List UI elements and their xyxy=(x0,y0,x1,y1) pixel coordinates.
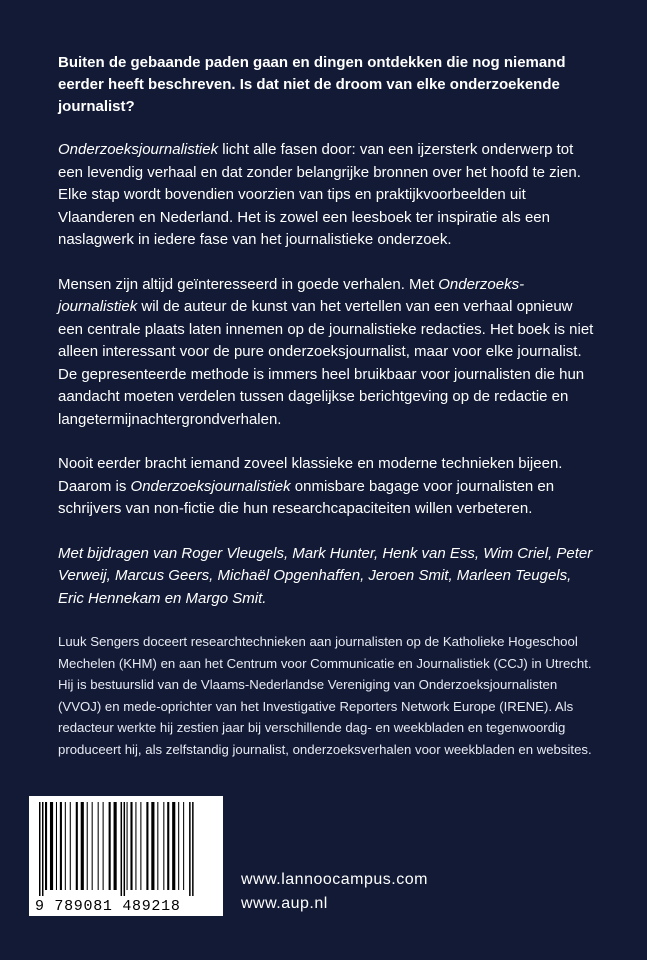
isbn-barcode xyxy=(29,796,223,916)
barcode-bar xyxy=(87,802,88,890)
publisher-link-aup[interactable]: www.aup.nl xyxy=(241,895,328,912)
publisher-links xyxy=(241,868,428,916)
barcode-bar xyxy=(103,802,104,890)
barcode-bar xyxy=(81,802,84,890)
description-paragraph-1 xyxy=(58,139,598,252)
barcode-bar xyxy=(56,802,57,890)
barcode-bar xyxy=(135,802,136,890)
description-paragraph-3 xyxy=(58,453,598,521)
barcode-bar xyxy=(42,802,44,896)
barcode-bar xyxy=(146,802,148,890)
barcode-bar xyxy=(98,802,99,890)
intro-paragraph: Buiten de gebaande paden gaan en dingen ontdekken die nog niemand eerder heeft beschreven. Is dat niet de droom van elke onderzoekende journalist? xyxy=(58,54,566,115)
barcode-bar xyxy=(60,802,62,890)
book-title-italic: Onderzoeksjournalistiek xyxy=(58,141,219,158)
barcode-bar xyxy=(92,802,93,890)
author-bio: Luuk Sengers doceert researchtechnieken aan journalisten op de Katholieke Hogeschool Mechelen (KHM) en aan het Centrum voor Communicatie en Journalistiek (CCJ) in Utrecht. Hij is bestuurslid van de Vlaams-Nederlandse Vereniging van Onderzoeksjournalisten (VVOJ) en mede-oprichter van het Investigative Reporters Network Europe (IRENE). Als redacteur werkte hij zestien jaar bij verschillende dag- en weekbladen en tegenwoordig produceert hij, als zelfstandig journalist, onderzoeksverhalen voor weekbladen en websites. xyxy=(58,634,592,757)
barcode-bar xyxy=(189,802,191,896)
back-cover-text xyxy=(58,52,598,760)
barcode-bar xyxy=(65,802,66,890)
barcode-bar xyxy=(172,802,175,890)
description-text: Nooit eerder bracht iemand zoveel klassieke en moderne technieken bijeen. Daarom is xyxy=(58,455,563,495)
barcode-bar xyxy=(127,802,128,890)
description-paragraph-2 xyxy=(58,274,598,432)
barcode-bars xyxy=(35,802,217,896)
description-text: licht alle fasen door: van een ijzersterk onderwerp tot een levendig verhaal en dat zonder belangrijke bronnen over het hoofd te zien. Elke stap wordt bovendien voorzien van tips en praktijkvoorbeelden uit Vlaanderen en Nederland. Het is zowel een leesboek ter inspiratie als een naslagwerk in iedere fase van het journalistieke onderzoek. xyxy=(58,141,581,248)
contributors-paragraph: Met bijdragen van Roger Vleugels, Mark Hunter, Henk van Ess, Wim Criel, Peter Verweij, Marcus Geers, Michaël Opgenhaffen, Jeroen Smit, Marleen Teugels, Eric Hennekam en Margo Smit. xyxy=(58,544,593,607)
barcode-bar xyxy=(192,802,194,896)
barcode-bar xyxy=(114,802,117,890)
barcode-bar xyxy=(39,802,41,896)
barcode-bar xyxy=(109,802,111,890)
book-title-italic: Onderzoeks-journalistiek xyxy=(58,275,525,315)
barcode-bar xyxy=(76,802,78,890)
barcode-bar xyxy=(157,802,158,890)
barcode-bar xyxy=(163,802,164,890)
publisher-link-lannoocampus[interactable]: www.lannoocampus.com xyxy=(241,871,428,888)
barcode-bar xyxy=(45,802,47,890)
barcode-bar xyxy=(121,802,123,896)
barcode-bar xyxy=(70,802,71,890)
barcode-bar xyxy=(183,802,184,890)
barcode-bar xyxy=(151,802,154,890)
description-text: wil de auteur de kunst van het vertellen van een verhaal opnieuw een centrale plaats laten innemen op de journalistieke redacties. Het boek is niet alleen interessant voor de pure onderzoeksjournalist, maar voor elke journalist. De gepresenteerde methode is immers heel bruikbaar voor journalisten die hun aandacht moeten verdelen tussen dagelijkse berichtgeving op de redactie en langetermijnachtergrondverhalen. xyxy=(58,298,594,428)
barcode-bar xyxy=(50,802,53,890)
barcode-bar xyxy=(167,802,169,890)
barcode-bar xyxy=(178,802,179,890)
barcode-bar xyxy=(124,802,126,896)
description-text: onmisbare bagage voor journalisten en schrijvers van non-fictie die hun researchcapaciteiten willen verbeteren. xyxy=(58,477,555,517)
book-title-italic: Onderzoeksjournalistiek xyxy=(130,477,291,495)
barcode-bar xyxy=(140,802,141,890)
barcode-bar xyxy=(130,802,132,890)
isbn-digits: 9 789081 489218 xyxy=(35,898,181,915)
description-text: Mensen zijn altijd geïnteresseerd in goede verhalen. Met xyxy=(58,275,439,293)
